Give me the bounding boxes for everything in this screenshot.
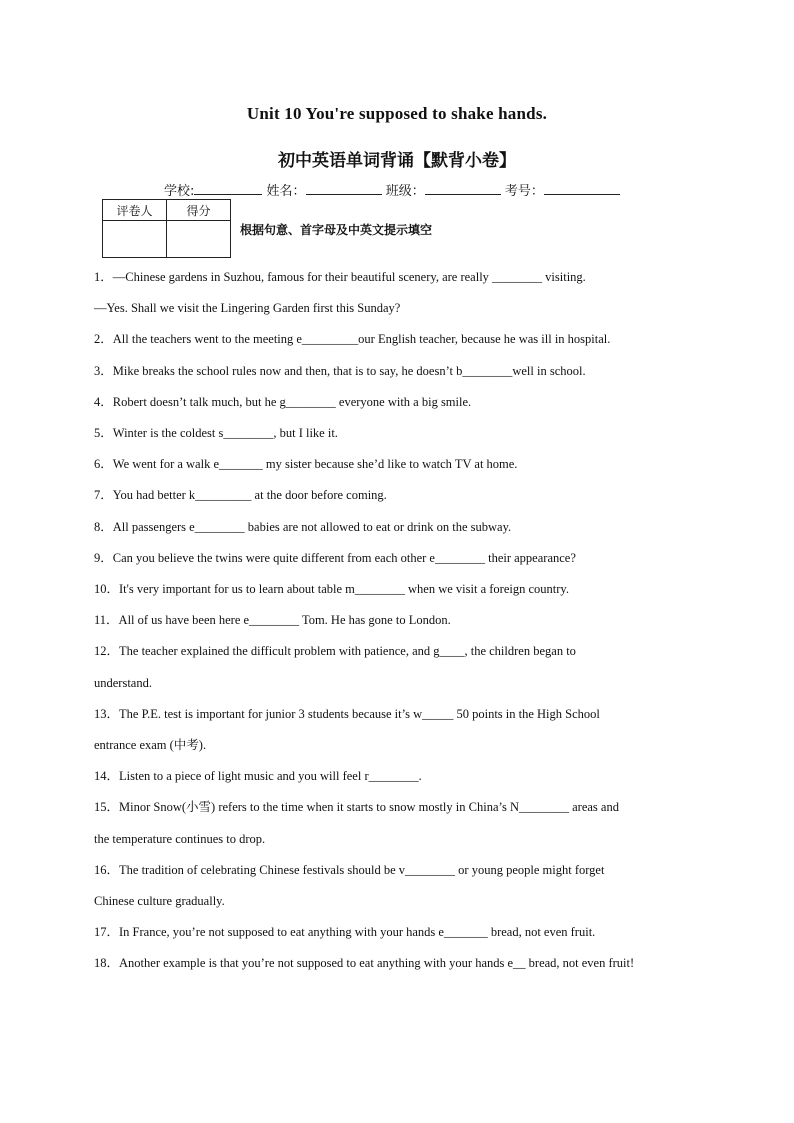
grader-header: 评卷人 (103, 200, 167, 221)
question-text: Robert doesn’t talk much, but he g________ everyone with a big smile. (112, 394, 472, 409)
question-text: Winter is the coldest s________, but I like it. (112, 426, 338, 441)
question-item (94, 699, 714, 730)
question-item (94, 543, 714, 574)
question-number: 4． (94, 394, 113, 409)
question-item (94, 824, 714, 855)
school-label: 学校: (164, 184, 195, 199)
section-instruction: 根据句意、首字母及中英文提示填空 (240, 223, 433, 237)
question-number: 13． (94, 706, 120, 721)
question-text: Another example is that you’re not supposed to eat anything with your hands e__ bread, not even fruit! (119, 956, 635, 971)
question-item (94, 512, 714, 543)
question-text: In France, you’re not supposed to eat anything with your hands e_______ bread, not even fruit. (119, 925, 596, 940)
question-number: 18． (94, 956, 120, 971)
question-item (94, 387, 714, 418)
question-number: 2． (94, 332, 113, 347)
score-header: 得分 (167, 200, 231, 221)
exam-number-field[interactable] (544, 182, 620, 195)
worksheet-title: Unit 10 You're supposed to shake hands. (246, 104, 548, 123)
question-text: All the teachers went to the meeting e_________our English teacher, because he was ill in hospital. (112, 332, 611, 347)
question-list (94, 262, 714, 980)
question-number: 12． (94, 644, 120, 659)
question-item (94, 262, 714, 293)
question-text: The teacher explained the difficult problem with patience, and g____, the children began to (119, 644, 576, 659)
school-field[interactable] (194, 182, 262, 195)
name-field[interactable] (306, 182, 382, 195)
question-number: 14． (94, 769, 120, 784)
question-number: 8． (94, 519, 113, 534)
question-number: 11． (94, 613, 119, 628)
question-text: Listen to a piece of light music and you will feel r________. (119, 769, 422, 784)
question-text: All passengers e________ babies are not allowed to eat or drink on the subway. (112, 519, 512, 534)
question-item (94, 792, 714, 823)
class-field[interactable] (425, 182, 501, 195)
question-item (94, 293, 714, 324)
question-number: 1． (94, 270, 113, 284)
question-item (94, 480, 714, 511)
question-number: 6． (94, 457, 113, 472)
question-text: You had better k_________ at the door before coming. (112, 488, 387, 503)
question-text: understand. (94, 675, 152, 690)
question-text: Can you believe the twins were quite different from each other e________ their appearance? (112, 550, 576, 565)
question-text: The tradition of celebrating Chinese festivals should be v________ or young people might forget (119, 862, 605, 877)
worksheet-subtitle: 初中英语单词背诵【默背小卷】 (278, 151, 516, 171)
question-item (94, 605, 714, 636)
question-item (94, 418, 714, 449)
question-number: 3． (94, 363, 113, 378)
score-cell[interactable] (167, 221, 231, 258)
question-number: 17． (94, 925, 120, 940)
question-text: the temperature continues to drop. (94, 831, 266, 846)
class-label: 班级： (385, 184, 425, 199)
question-item (94, 761, 714, 792)
question-text: The P.E. test is important for junior 3 students because it’s w_____ 50 points in the High School (119, 706, 600, 721)
question-item (94, 574, 714, 605)
question-item (94, 730, 714, 761)
question-number: 16． (94, 862, 120, 877)
question-item (94, 356, 714, 387)
question-text: —Chinese gardens in Suzhou, famous for their beautiful scenery, are really ________ visiting. (112, 270, 586, 284)
question-text: Mike breaks the school rules now and then, that is to say, he doesn’t b________well in school. (112, 363, 586, 378)
question-item (94, 886, 714, 917)
question-item (94, 668, 714, 699)
name-label: 姓名： (266, 184, 306, 199)
question-number: 9． (94, 550, 113, 565)
question-item (94, 449, 714, 480)
student-info-row (164, 180, 620, 199)
question-number: 10． (94, 582, 120, 597)
question-number: 7． (94, 488, 113, 503)
question-text: —Yes. Shall we visit the Lingering Garden first this Sunday? (94, 301, 401, 316)
question-text: Minor Snow(小雪) refers to the time when it starts to snow mostly in China’s N________ areas and (119, 800, 619, 815)
question-text: It's very important for us to learn about table m________ when we visit a foreign country. (119, 582, 569, 597)
question-number: 5． (94, 426, 113, 441)
question-number: 15． (94, 800, 120, 815)
question-text: All of us have been here e________ Tom. He has gone to London. (118, 613, 451, 628)
question-text: We went for a walk e_______ my sister because she’d like to watch TV at home. (112, 457, 518, 472)
question-item (94, 855, 714, 886)
exam-number-label: 考号： (504, 184, 544, 199)
question-text: Chinese culture gradually. (94, 894, 225, 909)
question-item (94, 948, 714, 979)
question-item (94, 324, 714, 355)
grader-cell[interactable] (103, 221, 167, 258)
score-table (102, 199, 231, 258)
question-text: entrance exam (中考). (94, 738, 207, 753)
question-item (94, 636, 714, 667)
question-item (94, 917, 714, 948)
